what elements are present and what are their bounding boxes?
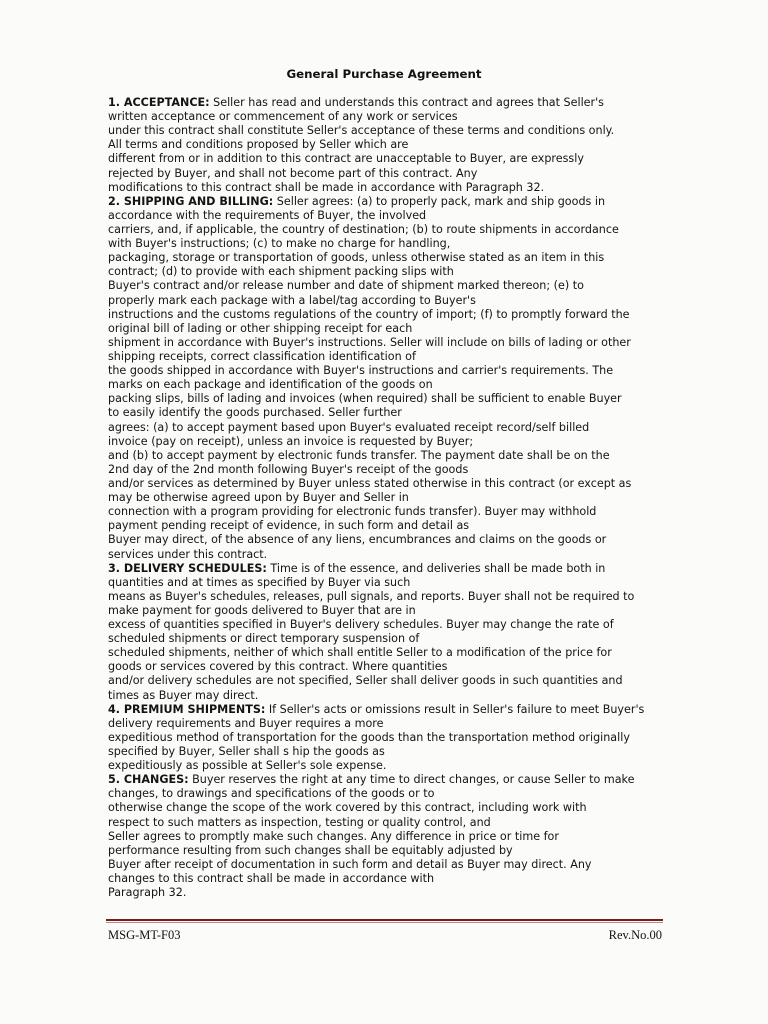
line-text: invoice (pay on receipt), unless an invoice is requested by Buyer; xyxy=(108,434,474,448)
body-line xyxy=(108,209,666,223)
body-line xyxy=(108,378,666,392)
body-line xyxy=(108,364,666,378)
line-text: agrees: (a) to accept payment based upon Buyer's evaluated receipt record/self billed xyxy=(108,420,590,434)
body-line xyxy=(108,505,666,519)
line-text: times as Buyer may direct. xyxy=(108,688,259,702)
line-text: Paragraph 32. xyxy=(108,886,187,900)
body-line xyxy=(108,124,666,138)
line-text: scheduled shipments or direct temporary suspension of xyxy=(108,632,420,646)
line-text: instructions and the customs regulations of the country of import; (f) to promptly forward the xyxy=(108,307,630,321)
body-line xyxy=(108,646,666,660)
body-line xyxy=(108,519,666,533)
footer-rule xyxy=(106,919,663,921)
body-line xyxy=(108,477,666,491)
line-text: changes to this contract shall be made in accordance with xyxy=(108,872,435,886)
line-text: quantities and at times as specified by Buyer via such xyxy=(108,575,411,589)
line-text: shipping receipts, correct classification identification of xyxy=(108,349,416,363)
line-text: may be otherwise agreed upon by Buyer and Seller in xyxy=(108,491,409,505)
line-text: If Seller's acts or omissions result in Seller's failure to meet Buyer's xyxy=(265,702,645,716)
line-text: and (b) to accept payment by electronic funds transfer. The payment date shall be on the xyxy=(108,448,610,462)
body-line xyxy=(108,604,666,618)
section-heading-line xyxy=(108,703,666,717)
line-text: payment pending receipt of evidence, in such form and detail as xyxy=(108,519,470,533)
section-heading: 4. PREMIUM SHIPMENTS: xyxy=(108,702,266,716)
line-text: delivery requirements and Buyer requires a more xyxy=(108,716,384,730)
body-line xyxy=(108,251,666,265)
line-text: means as Buyer's schedules, releases, pull signals, and reports. Buyer shall not be required to xyxy=(108,589,635,603)
body-line xyxy=(108,237,666,251)
line-text: performance resulting from such changes shall be equitably adjusted by xyxy=(108,843,513,857)
line-text: Seller agrees to promptly make such changes. Any difference in price or time for xyxy=(108,829,559,843)
line-text: marks on each package and identification of the goods on xyxy=(108,378,433,392)
line-text: with Buyer's instructions; (c) to make no charge for handling, xyxy=(108,237,451,251)
line-text: scheduled shipments, neither of which shall entitle Seller to a modification of the price for xyxy=(108,646,612,660)
line-text: Buyer reserves the right at any time to direct changes, or cause Seller to make xyxy=(188,773,635,787)
line-text: expeditious method of transportation for the goods than the transportation method originally xyxy=(108,730,630,744)
body-line xyxy=(108,392,666,406)
line-text: otherwise change the scope of the work covered by this contract, including work with xyxy=(108,801,587,815)
line-text: Buyer may direct, of the absence of any liens, encumbrances and claims on the goods or xyxy=(108,533,607,547)
body-line xyxy=(108,435,666,449)
footer-rule-thin xyxy=(106,922,663,923)
body-line xyxy=(108,265,666,279)
line-text: packaging, storage or transportation of goods, unless otherwise stated as an item in this xyxy=(108,251,605,265)
line-text: under this contract shall constitute Seller's acceptance of these terms and conditions only. xyxy=(108,124,615,138)
section-heading-line xyxy=(108,773,666,787)
line-text: Seller agrees: (a) to properly pack, mark and ship goods in xyxy=(273,194,606,208)
line-text: excess of quantities specified in Buyer's delivery schedules. Buyer may change the rate of xyxy=(108,618,614,632)
body-line xyxy=(108,152,666,166)
line-text: Buyer's contract and/or release number and date of shipment marked thereon; (e) to xyxy=(108,279,584,293)
section-heading: 5. CHANGES: xyxy=(108,773,189,787)
line-text: changes, to drawings and specifications of the goods or to xyxy=(108,787,435,801)
body-line xyxy=(108,787,666,801)
body-line xyxy=(108,110,666,124)
section-heading: 2. SHIPPING AND BILLING: xyxy=(108,194,274,208)
body-line xyxy=(108,449,666,463)
line-text: Buyer after receipt of documentation in such form and detail as Buyer may direct. Any xyxy=(108,857,592,871)
line-text: carriers, and, if applicable, the country of destination; (b) to route shipments in accordance xyxy=(108,222,619,236)
body-line xyxy=(108,632,666,646)
body-line xyxy=(108,590,666,604)
body-line xyxy=(108,660,666,674)
body-line xyxy=(108,759,666,773)
section-heading-line xyxy=(108,195,666,209)
line-text: and/or delivery schedules are not specified, Seller shall deliver goods in such quantities and xyxy=(108,674,623,688)
body-line xyxy=(108,406,666,420)
body-line xyxy=(108,801,666,815)
line-text: the goods shipped in accordance with Buyer's instructions and carrier's requirements. The xyxy=(108,364,614,378)
section-heading: 3. DELIVERY SCHEDULES: xyxy=(108,561,267,575)
body-line xyxy=(108,463,666,477)
body-line xyxy=(108,745,666,759)
body-line xyxy=(108,858,666,872)
line-text: original bill of lading or other shipping receipt for each xyxy=(108,321,413,335)
line-text: connection with a program providing for electronic funds transfer). Buyer may withhold xyxy=(108,505,597,519)
document-title: General Purchase Agreement xyxy=(286,67,482,81)
body-line xyxy=(108,421,666,435)
line-text: shipment in accordance with Buyer's instructions. Seller will include on bills of lading or other xyxy=(108,335,631,349)
line-text: packing slips, bills of lading and invoices (when required) shall be sufficient to enable Buyer xyxy=(108,392,622,406)
body-line xyxy=(108,618,666,632)
line-text: Time is of the essence, and deliveries shall be made both in xyxy=(266,561,606,575)
body-line xyxy=(108,674,666,688)
line-text: contract; (d) to provide with each shipment packing slips with xyxy=(108,265,454,279)
body-line xyxy=(108,223,666,237)
line-text: All terms and conditions proposed by Seller which are xyxy=(108,138,409,152)
section-heading-line xyxy=(108,562,666,576)
section-heading: 1. ACCEPTANCE: xyxy=(108,96,210,109)
line-text: respect to such matters as inspection, testing or quality control, and xyxy=(108,815,491,829)
body-line xyxy=(108,830,666,844)
line-text: 2nd day of the 2nd month following Buyer's receipt of the goods xyxy=(108,462,469,476)
body-line xyxy=(108,689,666,703)
body-line xyxy=(108,533,666,547)
body-line xyxy=(108,294,666,308)
line-text: and/or services as determined by Buyer unless stated otherwise in this contract (or except as xyxy=(108,476,632,490)
body-line xyxy=(108,872,666,886)
body-line xyxy=(108,167,666,181)
line-text: specified by Buyer, Seller shall s hip the goods as xyxy=(108,745,385,759)
line-text: to easily identify the goods purchased. Seller further xyxy=(108,406,402,420)
body-line xyxy=(108,717,666,731)
line-text: services under this contract. xyxy=(108,547,268,561)
footer-doc-code: MSG-MT-F03 xyxy=(108,928,181,942)
body-line xyxy=(108,886,666,900)
line-text: Seller has read and understands this contract and agrees that Seller's xyxy=(209,96,604,109)
footer-revision: Rev.No.00 xyxy=(608,928,662,942)
body-line xyxy=(108,491,666,505)
line-text: properly mark each package with a label/tag according to Buyer's xyxy=(108,293,476,307)
body-line xyxy=(108,322,666,336)
agreement-body xyxy=(108,96,668,900)
body-line xyxy=(108,731,666,745)
body-line xyxy=(108,138,666,152)
body-line xyxy=(108,548,666,562)
body-line xyxy=(108,308,666,322)
body-line xyxy=(108,816,666,830)
body-line xyxy=(108,279,666,293)
body-line xyxy=(108,336,666,350)
line-text: accordance with the requirements of Buyer, the involved xyxy=(108,208,427,222)
line-text: goods or services covered by this contract. Where quantities xyxy=(108,660,448,674)
line-text: modifications to this contract shall be made in accordance with Paragraph 32. xyxy=(108,180,545,194)
line-text: written acceptance or commencement of any work or services xyxy=(108,110,458,124)
body-line xyxy=(108,576,666,590)
section-heading-line xyxy=(108,96,666,110)
body-line xyxy=(108,844,666,858)
line-text: rejected by Buyer, and shall not become part of this contract. Any xyxy=(108,166,478,180)
line-text: make payment for goods delivered to Buyer that are in xyxy=(108,603,416,617)
body-line xyxy=(108,350,666,364)
line-text: expeditiously as possible at Seller's sole expense. xyxy=(108,759,387,773)
body-line xyxy=(108,181,666,195)
line-text: different from or in addition to this contract are unacceptable to Buyer, are expressly xyxy=(108,152,584,166)
